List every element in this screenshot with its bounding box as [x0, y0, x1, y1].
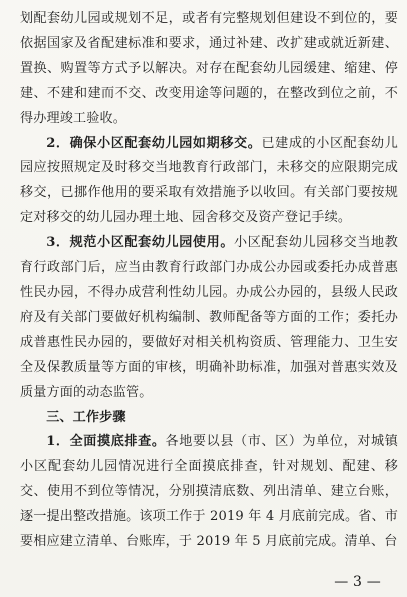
paragraph-4 — [20, 430, 398, 555]
paragraph-3-heading: 3．规范小区配套幼儿园使用。 — [46, 235, 235, 251]
paragraph-4-text: 各地要以县（市、区）为单位，对城镇小区配套幼儿园情况进行全面摸底排查，针对规划、配建、移交、使用不到位等情况，分别摸清底数、列出清单、建立台账，逐一提出整改措施。该项工作于 2019 年 4 月底前完成。省、市要相应建立清单、台账库，于 2019 年 5 月底前完成。清单、台 — [20, 434, 398, 550]
paragraph-4-heading: 1．全面摸底排查。 — [46, 434, 166, 450]
paragraph-1 — [20, 7, 398, 132]
paragraph-1-text: 划配套幼儿园或规划不足，或者有完整规划但建设不到位的，要依据国家及省配建标准和要求，通过补建、改扩建或就近新建、置换、购置等方式予以解决。对存在配套幼儿园缓建、缩建、停建、不建和建而不交、改变用途等问题的，在整改到位之前，不得办理竣工验收。 — [20, 11, 398, 126]
paragraph-2 — [20, 132, 398, 232]
page-number: — 3 — — [334, 574, 381, 590]
page-content — [20, 7, 398, 555]
paragraph-2-heading: 2．确保小区配套幼儿园如期移交。 — [46, 135, 262, 151]
section-heading-work-steps — [20, 406, 398, 431]
paragraph-2-text: 已建成的小区配套幼儿园应按照规定及时移交当地教育行政部门，未移交的应限期完成移交，已挪作他用的要采取有效措施予以收回。有关部门要按规定对移交的幼儿园办理土地、园舍移交及资产登记手续。 — [20, 135, 398, 226]
paragraph-3-text: 小区配套幼儿园移交当地教育行政部门后，应当由教育行政部门办成公办园或委托办成普惠性民办园，不得办成营利性幼儿园。办成公办园的，县级人民政府及有关部门要做好机构编制、教师配备等方面的工作；委托办成普惠性民办园的，要做好对相关机构资质、管理能力、卫生安全及保教质量等方面的审核，明确补助标准，加强对普惠实效及质量方面的动态监管。 — [20, 235, 398, 400]
section-heading-text: 三、工作步骤 — [46, 409, 126, 425]
paragraph-3 — [20, 231, 398, 405]
